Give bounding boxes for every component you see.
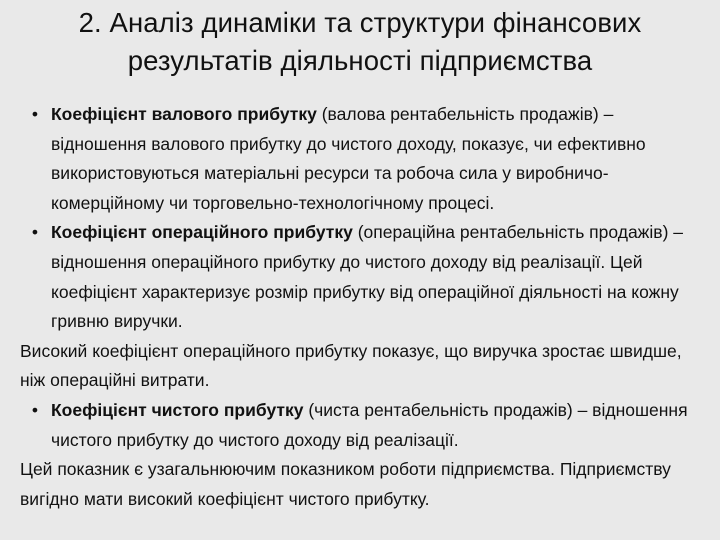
title-line-2: результатів діяльності підприємства [127,45,593,76]
term-gross-profit-ratio: Коефіцієнт валового прибутку [51,104,317,124]
term-net-profit-ratio: Коефіцієнт чистого прибутку [51,399,304,420]
bullet-net-profit-ratio [20,396,708,455]
bullet-gross-profit-ratio [20,100,708,218]
bullet-icon: • [31,104,39,124]
paragraph-final-note: Цей показник є узагальнюючим показником роботи підприємства. Підприємству вигідно мати високий коефіцієнт чистого прибутку. [20,459,671,509]
slide-title [0,4,720,80]
slide-body [20,100,708,514]
bullet-icon: • [31,399,39,420]
term-operating-profit-ratio: Коефіцієнт операційного прибутку [51,222,353,243]
definition-operating-profit-ratio: (операційна рентабельність продажів) – відношення операційного прибутку до чистого доходу від реалізації. Цей коефіцієнт характеризує розмір прибутку від операційної діяльності на кожну гривню виручки. [51,222,683,332]
bullet-icon: • [31,222,39,243]
title-line-1: 2. Аналіз динаміки та структури фінансових [78,7,642,38]
definition-gross-profit-ratio: (валова рентабельність продажів) – відношення валового прибутку до чистого доходу, показує, чи ефективно використовуються матеріальні ресурси та робоча сила у виробничо-комерційному чи торговельно-технологічному процесі. [51,104,646,213]
paragraph-operating-note: Високий коефіцієнт операційного прибутку показує, що виручка зростає швидше, ніж операційні витрати. [20,340,682,391]
bullet-operating-profit-ratio [20,218,708,336]
definition-net-profit-ratio: (чиста рентабельність продажів) – відношення чистого прибутку до чистого доходу від реалізації. [51,399,688,450]
